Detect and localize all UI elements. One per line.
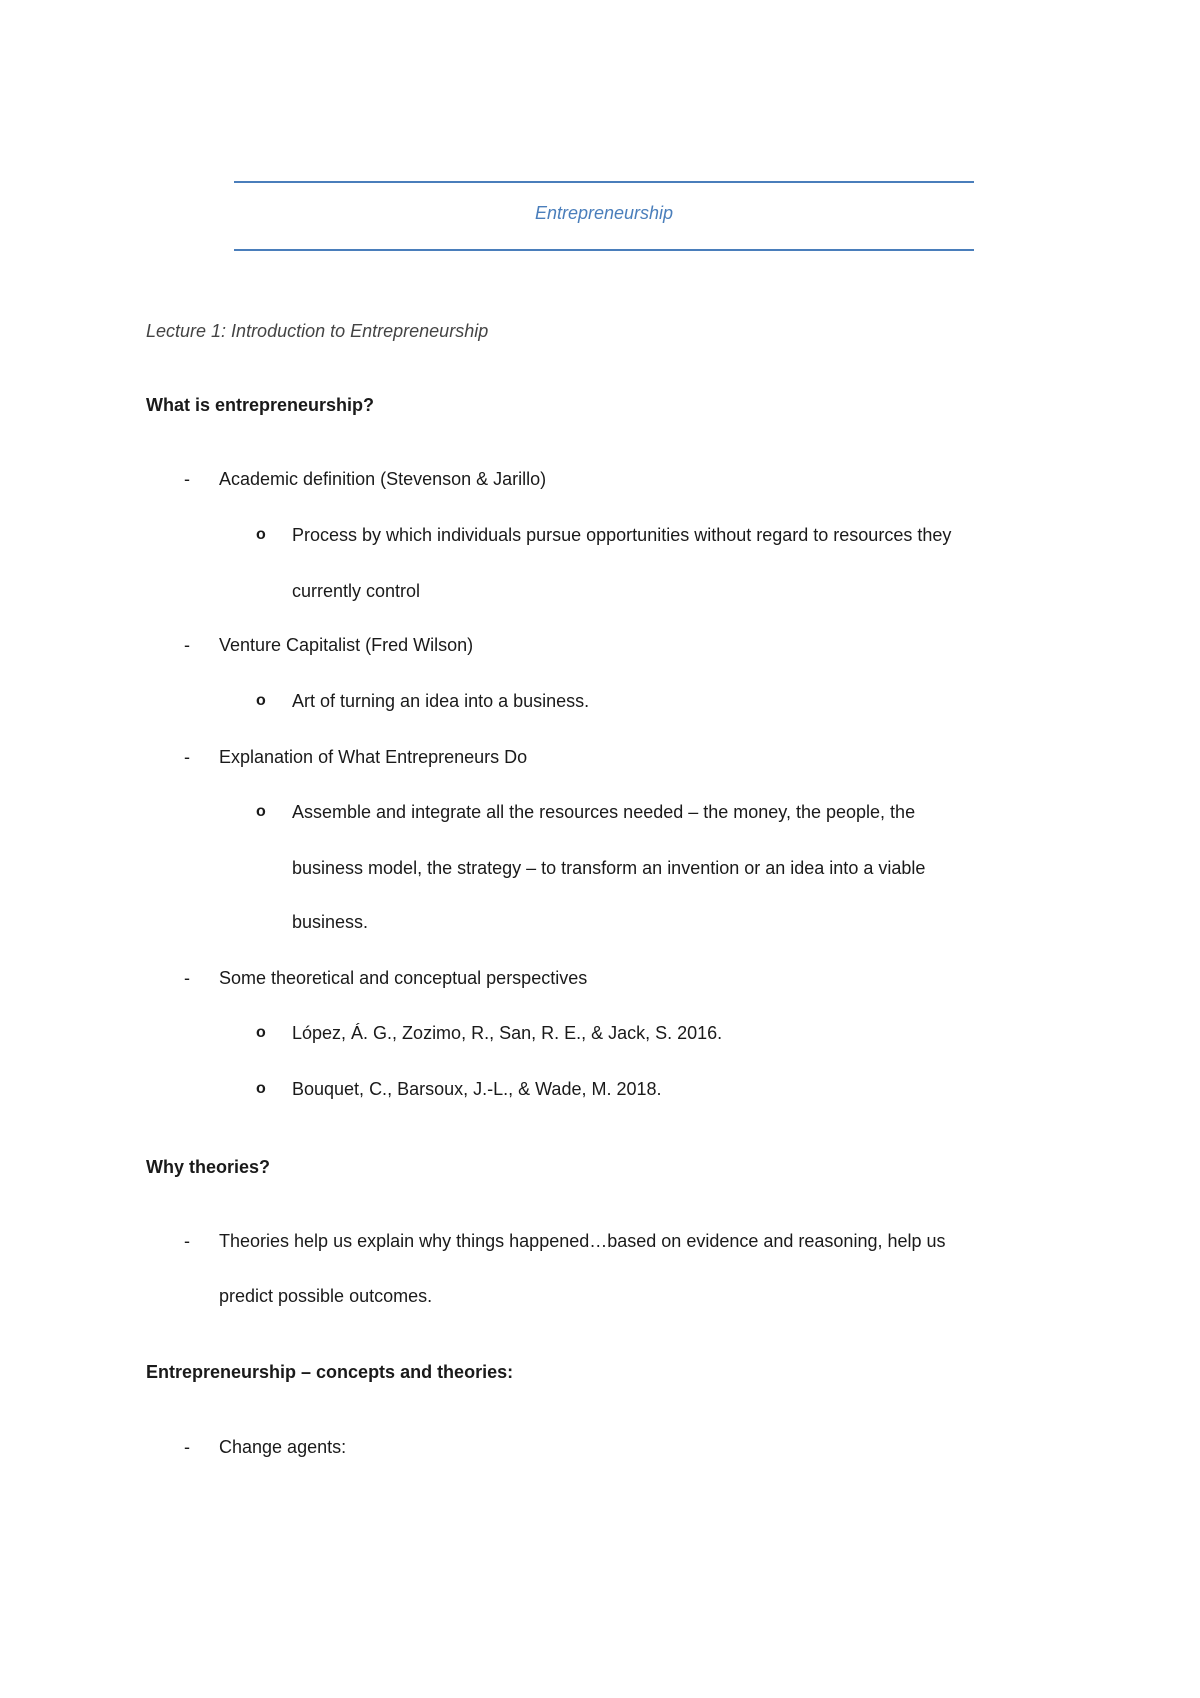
- section-heading-what-is: What is entrepreneurship?: [146, 395, 375, 415]
- list-dash: -: [184, 968, 190, 988]
- section-heading-why-theories: Why theories?: [146, 1157, 271, 1177]
- sub-item-assemble-line3: business.: [292, 912, 369, 932]
- list-dash: -: [184, 469, 190, 489]
- list-item-academic-definition: Academic definition (Stevenson & Jarillo): [219, 469, 547, 489]
- sub-bullet: o: [256, 803, 266, 820]
- list-item-theories-line1: Theories help us explain why things happened…based on evidence and reasoning, help us: [219, 1231, 946, 1251]
- list-dash: -: [184, 1231, 190, 1251]
- document-title: Entrepreneurship: [534, 203, 674, 223]
- list-item-change-agents: Change agents:: [219, 1437, 347, 1457]
- section-heading-concepts-theories: Entrepreneurship – concepts and theories:: [146, 1362, 514, 1382]
- sub-item-art-of-turning: Art of turning an idea into a business.: [292, 691, 590, 711]
- sub-bullet: o: [256, 526, 266, 543]
- sub-item-assemble-line2: business model, the strategy – to transform an invention or an idea into a viable: [292, 858, 926, 878]
- sub-item-process-line1: Process by which individuals pursue opportunities without regard to resources they: [292, 525, 952, 545]
- sub-bullet: o: [256, 1080, 266, 1097]
- sub-item-assemble-line1: Assemble and integrate all the resources needed – the money, the people, the: [292, 802, 916, 822]
- sub-bullet: o: [256, 692, 266, 709]
- list-item-perspectives: Some theoretical and conceptual perspectives: [219, 968, 588, 988]
- list-dash: -: [184, 747, 190, 767]
- sub-item-bouquet-reference: Bouquet, C., Barsoux, J.-L., & Wade, M. 2018.: [292, 1079, 662, 1099]
- list-item-explanation: Explanation of What Entrepreneurs Do: [219, 747, 528, 767]
- list-dash: -: [184, 1437, 190, 1457]
- title-rule-bottom: [234, 249, 974, 251]
- sub-item-process-line2: currently control: [292, 581, 421, 601]
- list-item-venture-capitalist: Venture Capitalist (Fred Wilson): [219, 635, 474, 655]
- sub-item-lopez-reference: López, Á. G., Zozimo, R., San, R. E., & Jack, S. 2016.: [292, 1023, 723, 1043]
- title-block: [234, 181, 974, 251]
- list-item-theories-line2: predict possible outcomes.: [219, 1286, 433, 1306]
- list-dash: -: [184, 635, 190, 655]
- lecture-subtitle: Lecture 1: Introduction to Entrepreneurship: [146, 321, 489, 341]
- title-rule-top: [234, 181, 974, 183]
- sub-bullet: o: [256, 1024, 266, 1041]
